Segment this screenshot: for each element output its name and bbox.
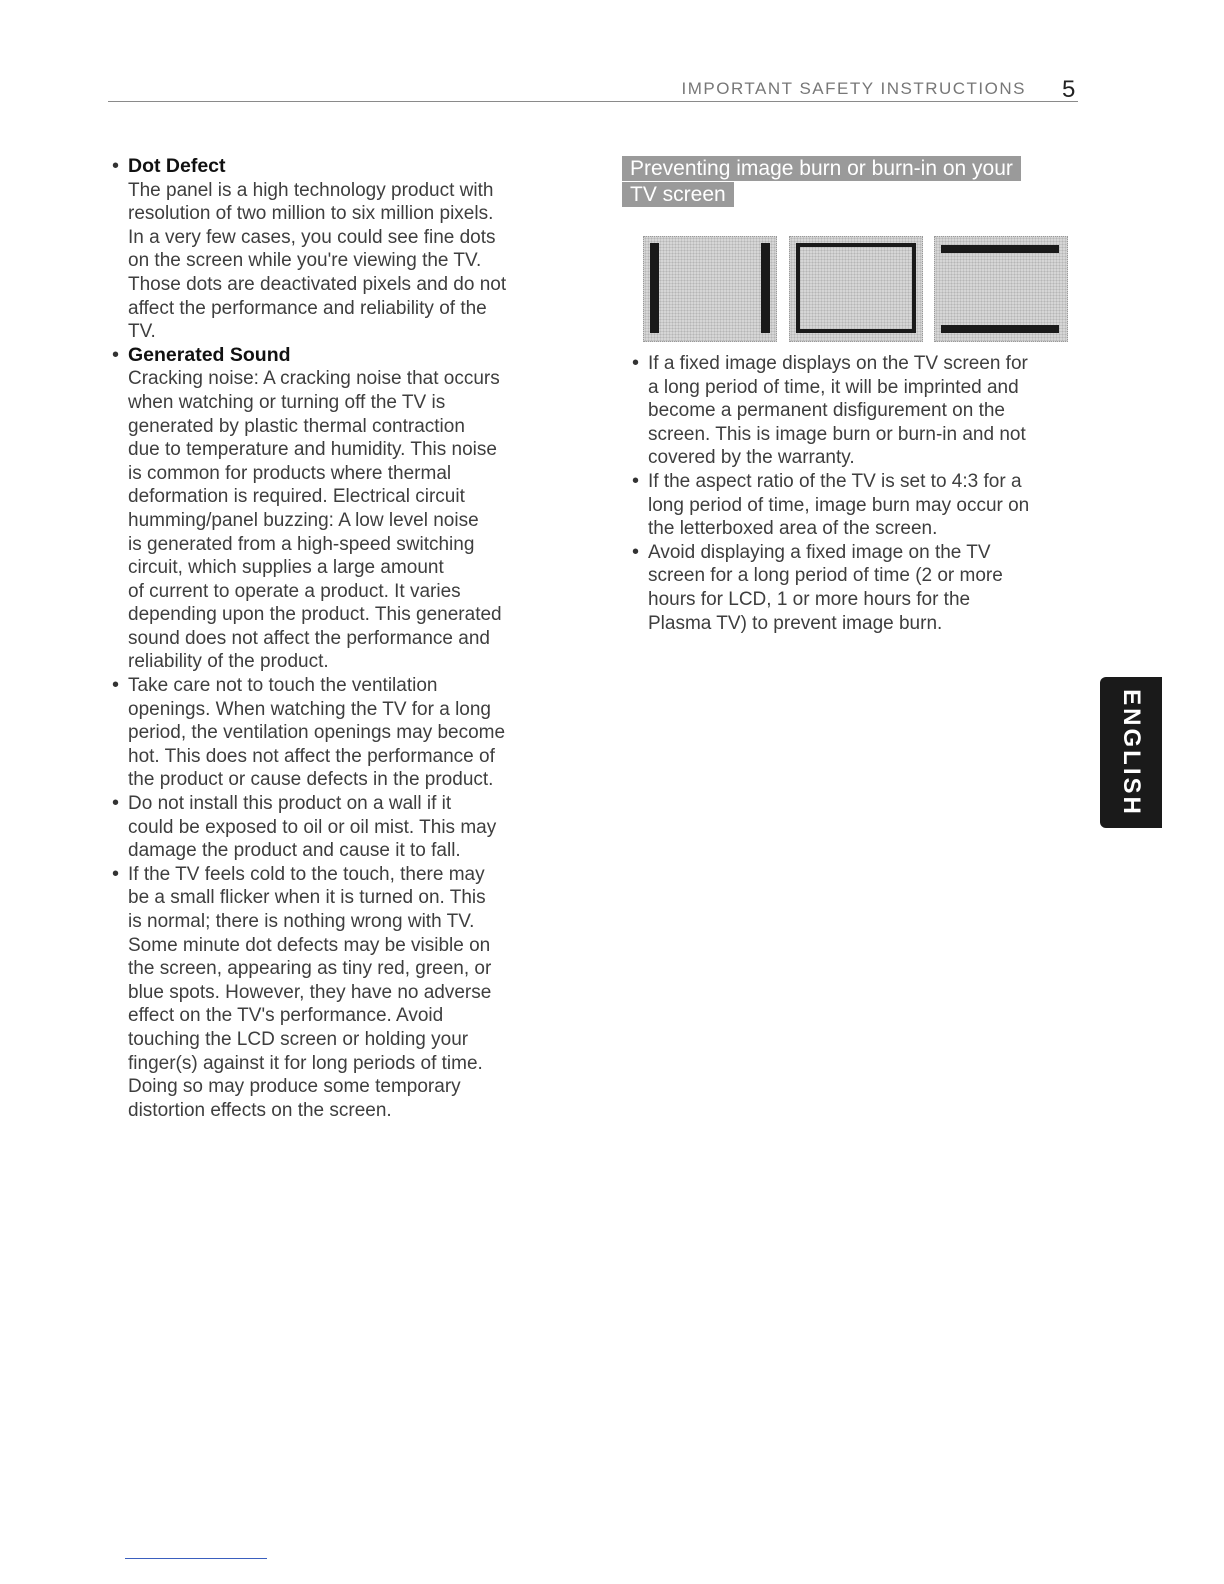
item-heading: • Generated Sound — [128, 343, 291, 366]
section-heading — [622, 156, 1072, 208]
image-burn-illustrations — [643, 236, 1068, 342]
language-tab-label: ENGLISH — [1118, 688, 1145, 817]
item-text: • Do not install this product on a wall if it could be exposed to oil or oil mist. This may damage the product and cause it to fall. — [128, 793, 497, 862]
frame-border — [796, 243, 916, 333]
list-item-wall-install — [112, 792, 562, 863]
item-text: • If a fixed image displays on the TV screen for a long period of time, it will be imprinted and become a permanent disfigurement on the screen. This is image burn or burn-in and not covered by the warranty. — [648, 353, 1028, 469]
left-bar — [650, 243, 659, 333]
list-item-ventilation — [112, 674, 562, 792]
list-item-avoid-fixed-image — [632, 541, 1082, 635]
list-item-cold-flicker — [112, 863, 562, 1123]
pillarbox-screen-illustration — [643, 236, 777, 342]
item-text: The panel is a high technology product with resolution of two million to six million pixels. In a very few cases, you could see fine dots on the screen while you're viewing the TV. Those dots are deactivated pixels and do not affect the performance and reliability of the TV. — [128, 179, 507, 343]
item-text: • If the TV feels cold to the touch, there may be a small flicker when it is turned on. This is normal; there is nothing wrong with TV. Some minute dot defects may be visible on the screen, appearing as tiny red, green, or blue spots. However, they have no adverse effect on the TV's performance. Avoid touching the LCD screen or holding your finger(s) against it for long periods of time. Doing so may produce some temporary distortion effects on the screen. — [128, 863, 492, 1121]
left-column — [112, 155, 562, 1122]
list-item-generated-sound — [112, 344, 562, 674]
header-title: IMPORTANT SAFETY INSTRUCTIONS — [681, 79, 1026, 98]
right-column — [632, 352, 1082, 635]
right-bar — [761, 243, 770, 333]
item-heading: • Dot Defect — [128, 155, 226, 177]
footer-rule — [125, 1558, 267, 1559]
bottom-bar — [941, 325, 1059, 333]
letterbox-screen-illustration — [934, 236, 1068, 342]
item-text: • Take care not to touch the ventilation openings. When watching the TV for a long period, the ventilation openings may become hot. This does not affect the performance of the product or cause defects in the product. — [128, 675, 506, 791]
item-text: • Avoid displaying a fixed image on the TV screen for a long period of time (2 or more hours for LCD, 1 or more hours for the Plasma TV) to prevent image burn. — [648, 541, 1003, 634]
page-number: 5 — [1062, 76, 1076, 103]
list-item-dot-defect — [112, 155, 562, 344]
list-item-aspect-ratio — [632, 470, 1082, 541]
section-heading-text: Preventing image burn or burn-in on your TV screen — [622, 156, 1021, 207]
item-text: • If the aspect ratio of the TV is set to 4:3 for a long period of time, image burn may occur on the letterboxed area of the screen. — [648, 470, 1030, 540]
item-text: Cracking noise: A cracking noise that occurs when watching or turning off the TV is generated by plastic thermal contraction due to temperature and humidity. This noise is common for products where thermal deformation is required. Electrical circuit humming/panel buzzing: A low level noise is generated from a high-speed switching circuit, which supplies a large amount of current to operate a product. It varies depending upon the product. This generated sound does not affect the performance and reliability of the product. — [128, 368, 502, 673]
header-rule — [108, 101, 1078, 102]
list-item-fixed-image — [632, 352, 1082, 470]
framed-screen-illustration — [789, 236, 923, 342]
language-tab — [1100, 677, 1162, 828]
top-bar — [941, 245, 1059, 253]
